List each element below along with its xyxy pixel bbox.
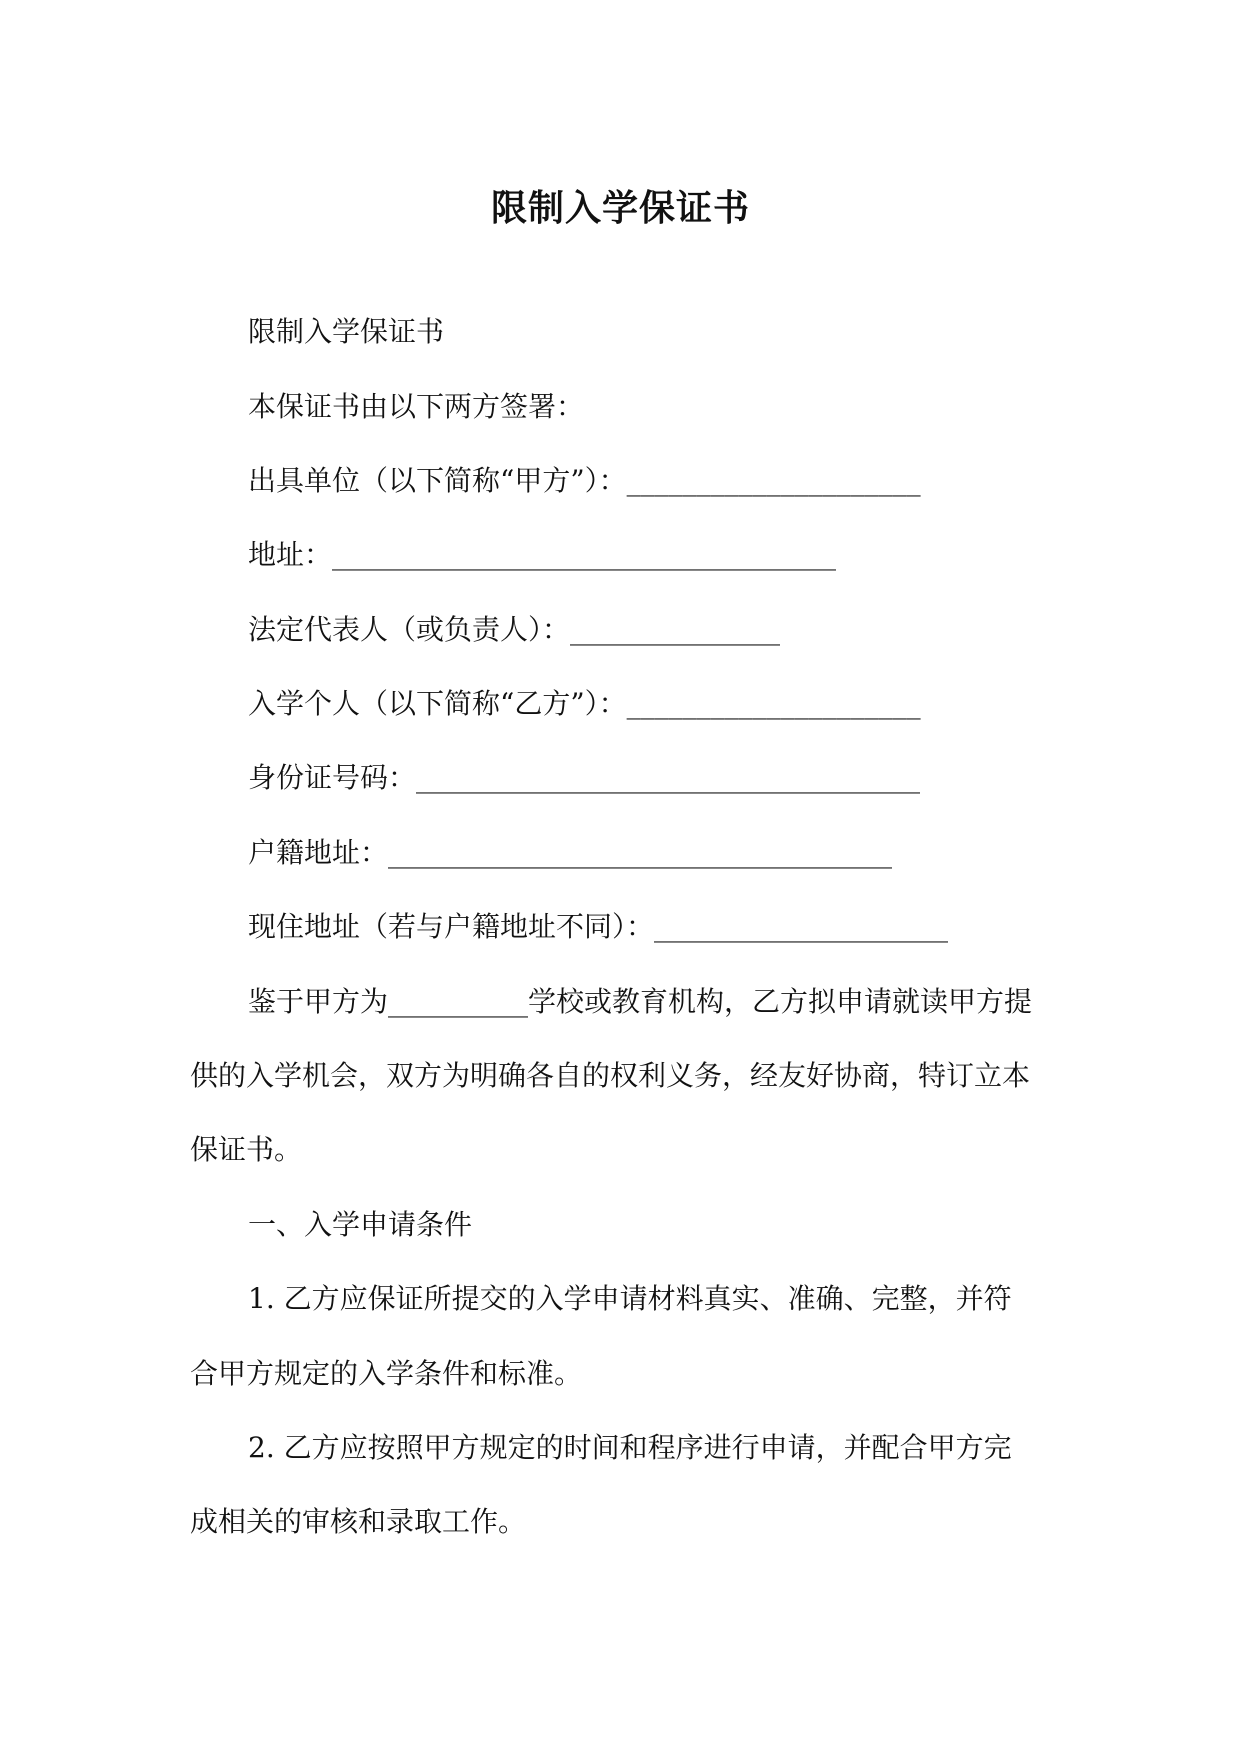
clause-1-line-2: 合甲方规定的入学条件和标准。 xyxy=(190,1357,583,1390)
legal-representative-field: 法定代表人（或负责人）：_______________ xyxy=(248,613,781,646)
applicant-field: 入学个人（以下简称“乙方”）：_____________________ xyxy=(248,687,921,720)
household-address-field: 户籍地址：____________________________________ xyxy=(248,836,893,869)
address-field: 地址：____________________________________ xyxy=(248,538,837,571)
current-address-field: 现住地址（若与户籍地址不同）：_____________________ xyxy=(248,910,949,943)
clause-2-line-2: 成相关的审核和录取工作。 xyxy=(190,1505,527,1538)
section-heading-1: 一、入学申请条件 xyxy=(248,1208,473,1241)
issuer-field: 出具单位（以下简称“甲方”）：_____________________ xyxy=(248,464,921,497)
paragraph-heading: 限制入学保证书 xyxy=(248,315,445,348)
preamble-line-2: 供的入学机会，双方为明确各自的权利义务，经友好协商，特订立本 xyxy=(190,1059,1031,1092)
preamble-line-3: 保证书。 xyxy=(190,1133,303,1166)
preamble-line-1: 鉴于甲方为__________学校或教育机构，乙方拟申请就读甲方提 xyxy=(248,985,1033,1018)
signing-parties-intro: 本保证书由以下两方签署： xyxy=(248,390,585,423)
id-number-field: 身份证号码：____________________________________ xyxy=(248,761,921,794)
clause-2-line-1: 2. 乙方应按照甲方规定的时间和程序进行申请，并配合甲方完 xyxy=(248,1431,1012,1464)
document-title: 限制入学保证书 xyxy=(490,187,750,229)
clause-1-line-1: 1. 乙方应保证所提交的入学申请材料真实、准确、完整，并符 xyxy=(248,1282,1012,1315)
